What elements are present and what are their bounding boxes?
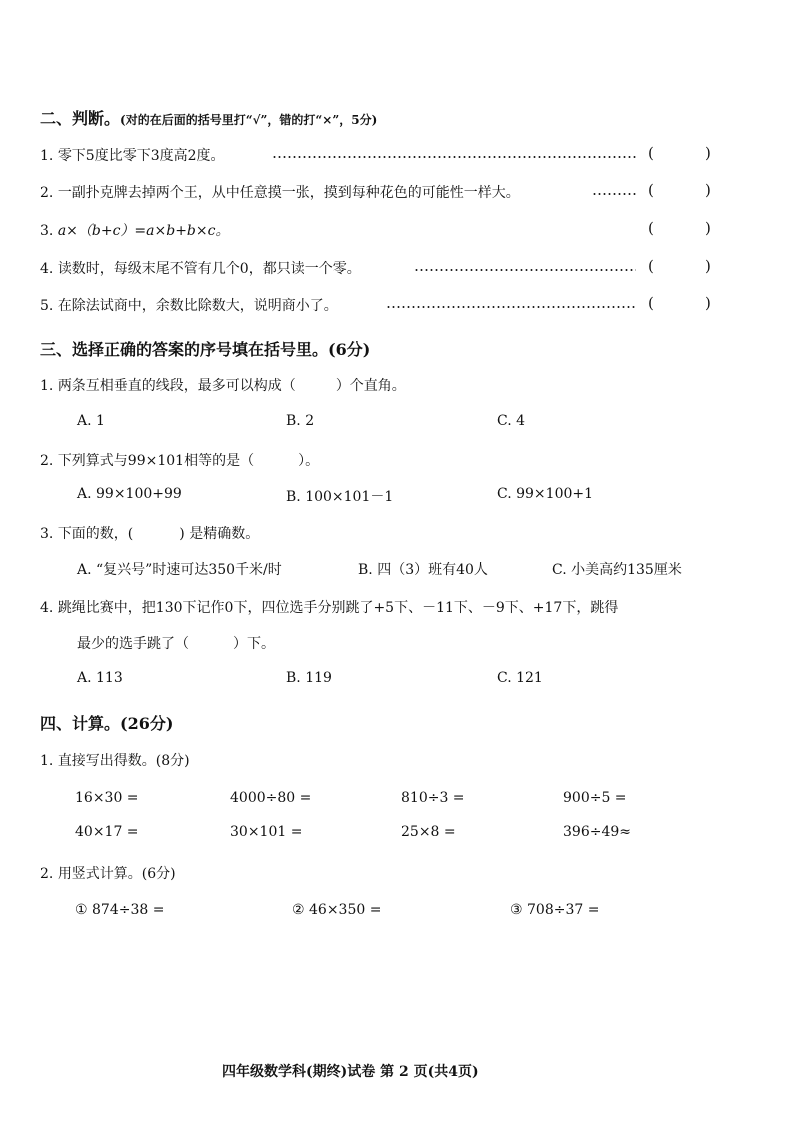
item-text: 在除法试商中，余数比除数大，说明商小了。 <box>57 298 338 314</box>
option-c: C. 4 <box>497 413 526 429</box>
answer-close-paren: ) <box>705 144 711 162</box>
section2-title <box>40 106 377 129</box>
option-b: B. 2 <box>286 413 315 429</box>
answer-open-paren[interactable]: ( <box>648 144 654 162</box>
question-text: 最少的选手跳了（ <box>77 636 189 652</box>
judgement-item-5 <box>40 295 338 315</box>
calc-subsection-2 <box>40 863 176 883</box>
option-a: A. “复兴号”时速可达350千米/时 <box>77 562 282 578</box>
dotted-leader <box>386 306 636 308</box>
judgement-item-2 <box>40 182 520 202</box>
question-text: 两条互相垂直的线段，最多可以构成（ <box>57 378 296 394</box>
vertical-calc-item: ① 874÷38 = <box>75 902 165 918</box>
question-text-end: ）。 <box>298 453 320 469</box>
question-text-end: ）个直角。 <box>335 378 406 394</box>
page-footer: 四年级数学科(期终)试卷 第 2 页(共4页) <box>222 1064 479 1080</box>
calc-subsection-1 <box>40 750 190 770</box>
option-b: B. 四（3）班有40人 <box>358 562 488 578</box>
option-b: B. 100×101－1 <box>286 489 394 505</box>
answer-close-paren: ) <box>705 181 711 199</box>
question-text-end: ) 是精确数。 <box>179 526 260 542</box>
subsection-title: 直接写出得数。(8分) <box>57 753 190 769</box>
answer-open-paren[interactable]: ( <box>648 257 654 275</box>
option-c: C. 99×100+1 <box>497 486 594 502</box>
item-number: 5. <box>40 298 54 314</box>
question-text: 下面的数，( <box>57 526 134 542</box>
question-number: 3. <box>40 526 54 542</box>
judgement-item-1 <box>40 145 225 165</box>
item-text: 零下5度比零下3度高2度。 <box>57 148 225 164</box>
section2-note: (对的在后面的括号里打“√”，错的打“×”，5分) <box>120 113 378 127</box>
answer-close-paren: ) <box>705 219 711 237</box>
choice-question-4-line2 <box>77 633 275 653</box>
oral-calc-item: 810÷3 = <box>401 790 465 806</box>
question-number: 1. <box>40 378 54 394</box>
item-number: 3. <box>40 223 54 239</box>
answer-open-paren[interactable]: ( <box>648 219 654 237</box>
item-text: 读数时，每级末尾不管有几个0，都只读一个零。 <box>57 261 361 277</box>
oral-calc-item: 900÷5 = <box>563 790 627 806</box>
question-number: 2. <box>40 453 54 469</box>
item-number: 2. <box>40 185 54 201</box>
question-text-end: ）下。 <box>233 636 275 652</box>
subsection-number: 1. <box>40 753 54 769</box>
vertical-calc-item: ③ 708÷37 = <box>510 902 600 918</box>
choice-question-3 <box>40 523 259 543</box>
oral-calc-item: 396÷49≈ <box>563 824 631 840</box>
dotted-leader <box>414 269 636 271</box>
item-text: 一副扑克牌去掉两个王，从中任意摸一张，摸到每种花色的可能性一样大。 <box>57 185 520 201</box>
judgement-item-4 <box>40 258 361 278</box>
vertical-calc-item: ② 46×350 = <box>292 902 382 918</box>
choice-question-4 <box>40 597 618 617</box>
option-a: A. 99×100+99 <box>77 486 182 502</box>
option-c: C. 小美高约135厘米 <box>552 562 682 578</box>
item-number: 4. <box>40 261 54 277</box>
answer-open-paren[interactable]: ( <box>648 294 654 312</box>
dotted-leader <box>592 193 636 195</box>
section2-heading: 二、判断。 <box>40 109 121 128</box>
subsection-number: 2. <box>40 866 54 882</box>
question-text: 下列算式与99×101相等的是（ <box>57 453 255 469</box>
judgement-item-3 <box>40 220 229 240</box>
section3-heading: 三、选择正确的答案的序号填在括号里。(6分) <box>40 340 371 359</box>
option-b: B. 119 <box>286 670 332 686</box>
question-number: 4. <box>40 600 54 616</box>
choice-question-2 <box>40 450 319 470</box>
oral-calc-item: 40×17 = <box>75 824 139 840</box>
item-number: 1. <box>40 148 54 164</box>
oral-calc-item: 16×30 = <box>75 790 139 806</box>
oral-calc-item: 4000÷80 = <box>230 790 312 806</box>
answer-open-paren[interactable]: ( <box>648 181 654 199</box>
option-a: A. 113 <box>77 670 123 686</box>
choice-question-1 <box>40 375 406 395</box>
oral-calc-item: 30×101 = <box>230 824 303 840</box>
dotted-leader <box>272 156 636 158</box>
answer-close-paren: ) <box>705 294 711 312</box>
answer-close-paren: ) <box>705 257 711 275</box>
subsection-title: 用竖式计算。(6分) <box>57 866 176 882</box>
question-text: 跳绳比赛中，把130下记作0下，四位选手分别跳了+5下、－11下、－9下、+17下，跳得 <box>57 600 619 616</box>
item-text: a×（b+c）=a×b+b×c。 <box>57 223 230 239</box>
section4-heading: 四、计算。(26分) <box>40 714 174 733</box>
oral-calc-item: 25×8 = <box>401 824 456 840</box>
option-c: C. 121 <box>497 670 543 686</box>
option-a: A. 1 <box>77 413 105 429</box>
